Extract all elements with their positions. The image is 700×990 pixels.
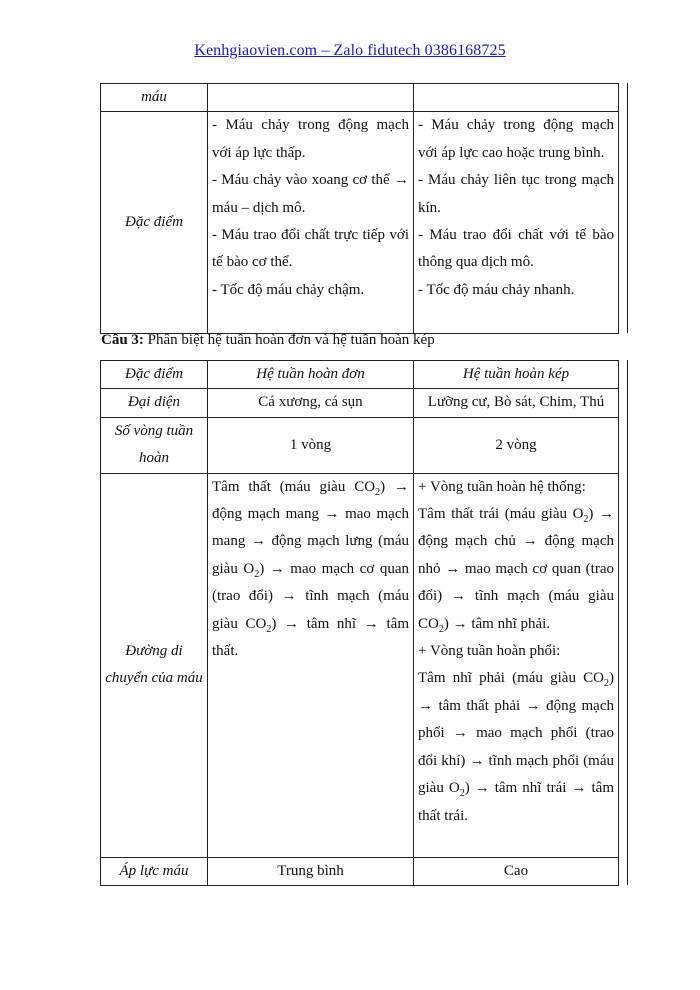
row-label-so-vong: Số vòng tuần hoàn — [101, 417, 208, 473]
comparison-table-single-double — [100, 360, 619, 886]
column-header: Hệ tuần hoàn đơn — [208, 361, 414, 389]
table-row — [101, 112, 619, 334]
table-cell: 1 vòng — [208, 417, 414, 473]
question-text: Phân biệt hệ tuần hoàn đơn và hệ tuần hoàn kép — [143, 332, 435, 348]
header-separator: – — [317, 42, 334, 59]
pulmonary-heading: + Vòng tuần hoàn phổi: — [418, 643, 561, 660]
trait-line: - Máu chảy liên tục trong mạch kín. — [418, 172, 614, 216]
single-circuit-path: Tâm thất (máu giàu $CO_2$) → động mạch mang → mao mạch mang → động mạch lưng (máu giàu $O_2$) → mao mạch cơ quan (trao đổi) → tĩnh mạch (máu giàu $CO_2$) → tâm nhĩ → tâm thất. — [208, 473, 414, 857]
column-header: Hệ tuần hoàn kép — [414, 361, 619, 389]
table-cell: Cá xương, cá sụn — [208, 389, 414, 417]
double-circuit-path — [414, 473, 619, 857]
table-cell — [208, 84, 414, 112]
table-row — [101, 389, 619, 417]
table-row — [101, 84, 619, 112]
question-number: Câu 3: — [101, 332, 144, 348]
trait-line: - Tốc độ máu chảy nhanh. — [418, 281, 575, 298]
table-cell: 2 vòng — [414, 417, 619, 473]
table-row — [101, 417, 619, 473]
table-cell: Lưỡng cư, Bò sát, Chim, Thú — [414, 389, 619, 417]
right-margin-bar — [627, 360, 628, 885]
comparison-table-open-closed — [100, 83, 619, 334]
table-row — [101, 473, 619, 857]
header-site-link[interactable]: Kenhgiaovien.com — [194, 42, 318, 59]
table-cell: Cao — [414, 857, 619, 885]
row-label-ap-luc: Áp lực máu — [101, 857, 208, 885]
row-label-dac-diem: Đặc điểm — [101, 112, 208, 334]
row-label-duong-di: Đường di chuyển của máu — [101, 473, 208, 857]
trait-line: - Máu chảy trong động mạch với áp lực thấp. — [212, 117, 409, 161]
header-contact-link[interactable]: Zalo fidutech 0386168725 — [333, 42, 506, 59]
table-header-row — [101, 361, 619, 389]
systemic-heading: + Vòng tuần hoàn hệ thống: — [418, 478, 586, 495]
table-row — [101, 857, 619, 885]
page-header — [0, 42, 700, 60]
closed-system-traits — [414, 112, 619, 334]
open-system-traits — [208, 112, 414, 334]
trait-line: - Máu trao đổi chất trực tiếp với tế bào cơ thể. — [212, 227, 409, 271]
right-margin-bar — [627, 83, 628, 333]
systemic-path: Tâm thất trái (máu giàu $O_2$) → động mạch chủ → động mạch nhỏ → mao mạch cơ quan (trao đổi) → tĩnh mạch (máu giàu $CO_2$) → tâm nhĩ phải. — [418, 506, 614, 635]
question-caption — [101, 332, 435, 349]
pulmonary-path: Tâm nhĩ phải (máu giàu $CO_2$) → tâm thất phải → động mạch phổi → mao mạch phổi (trao đổi khí) → tĩnh mạch phổi (máu giàu $O_2$) → tâm nhĩ trái → tâm thất trái. — [418, 670, 614, 824]
table-cell: Trung bình — [208, 857, 414, 885]
trait-line: - Máu chảy vào xoang cơ thể → máu – dịch mô. — [212, 172, 409, 216]
row-label-dai-dien: Đại diện — [101, 389, 208, 417]
trait-line: - Tốc độ máu chảy chậm. — [212, 281, 365, 298]
trait-line: - Máu trao đổi chất với tế bào thông qua dịch mô. — [418, 227, 614, 271]
table-cell — [414, 84, 619, 112]
trait-line: - Máu chảy trong động mạch với áp lực cao hoặc trung bình. — [418, 117, 614, 161]
column-header: Đặc điểm — [101, 361, 208, 389]
row-label-mau: máu — [101, 84, 208, 112]
